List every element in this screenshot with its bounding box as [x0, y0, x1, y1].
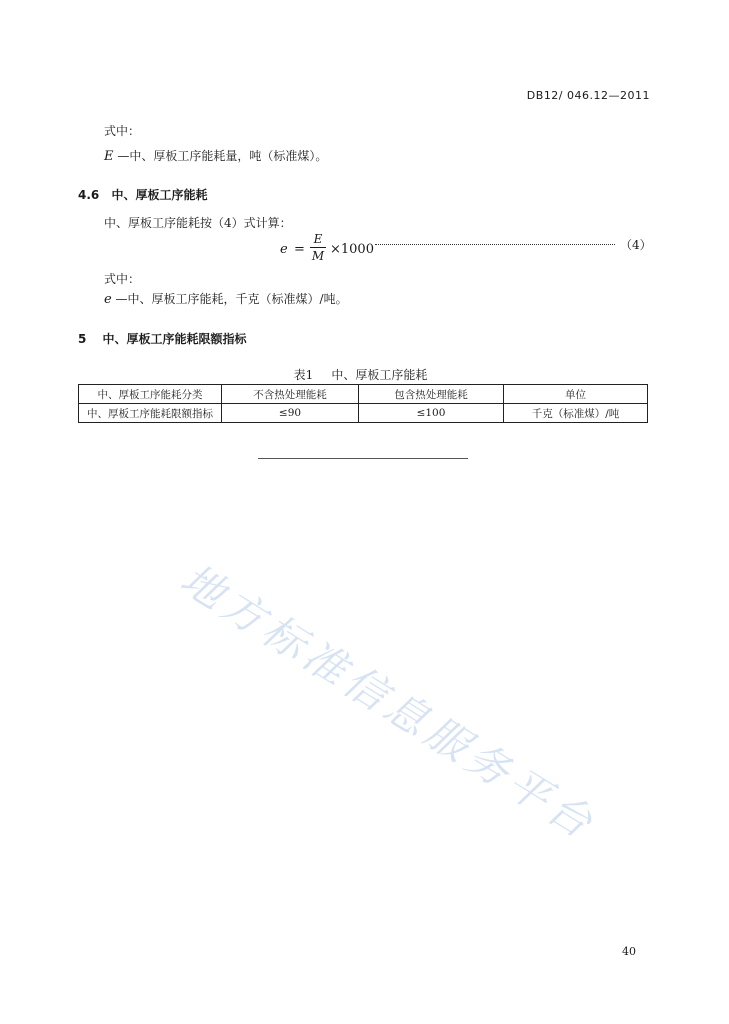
formula-fraction	[310, 232, 326, 263]
formula-numerator: E	[313, 232, 323, 246]
section-4-6-number: 4.6	[78, 188, 100, 202]
formula-multiplier: ×1000	[330, 242, 374, 257]
formula-dot-leader	[375, 244, 615, 245]
fraction-bar	[310, 247, 326, 248]
table-row	[79, 404, 648, 423]
section-4-6-title: 中、厚板工序能耗	[111, 188, 208, 202]
symbol-e: e	[104, 292, 112, 307]
table-header-cell: 包含热处理能耗	[359, 385, 504, 404]
formula-number: （4）	[620, 238, 652, 252]
table-cell: 千克（标准煤）/吨	[504, 404, 648, 423]
end-of-document-rule	[258, 458, 468, 459]
table-header-cell: 单位	[504, 385, 648, 404]
definition-E	[104, 147, 327, 164]
table-caption-title: 中、厚板工序能耗	[331, 368, 428, 382]
table-cell: ≤100	[359, 404, 504, 423]
table-header-cell: 中、厚板工序能耗分类	[79, 385, 222, 404]
formula-denominator: M	[311, 249, 325, 263]
symbol-E: E	[104, 149, 114, 164]
where-label-1: 式中：	[104, 124, 141, 138]
section-4-6-heading	[78, 186, 207, 203]
energy-limit-table	[78, 384, 648, 423]
table-cell: ≤90	[222, 404, 359, 423]
section-5-heading	[78, 330, 247, 347]
table-cell: 中、厚板工序能耗限额指标	[79, 404, 222, 423]
table-header-cell: 不含热处理能耗	[222, 385, 359, 404]
definition-E-text: —中、厚板工序能耗量，吨（标准煤）。	[117, 149, 328, 163]
where-label-2: 式中：	[104, 272, 141, 286]
formula-intro: 中、厚板工序能耗按（4）式计算：	[104, 216, 292, 230]
page-number: 40	[622, 945, 636, 958]
watermark-text: 地方标准信息服务平台	[172, 554, 606, 851]
definition-e-text: —中、厚板工序能耗，千克（标准煤）/吨。	[115, 292, 348, 306]
formula-lhs: e	[280, 242, 288, 257]
section-5-title: 中、厚板工序能耗限额指标	[102, 332, 247, 346]
table-header-row	[79, 385, 648, 404]
standard-code: DB12/ 046.12—2011	[526, 89, 650, 102]
table-caption	[0, 366, 729, 383]
section-5-number: 5	[78, 332, 87, 346]
formula-equals: =	[294, 242, 305, 257]
definition-e	[104, 290, 348, 307]
table-caption-label: 表1	[293, 368, 314, 382]
